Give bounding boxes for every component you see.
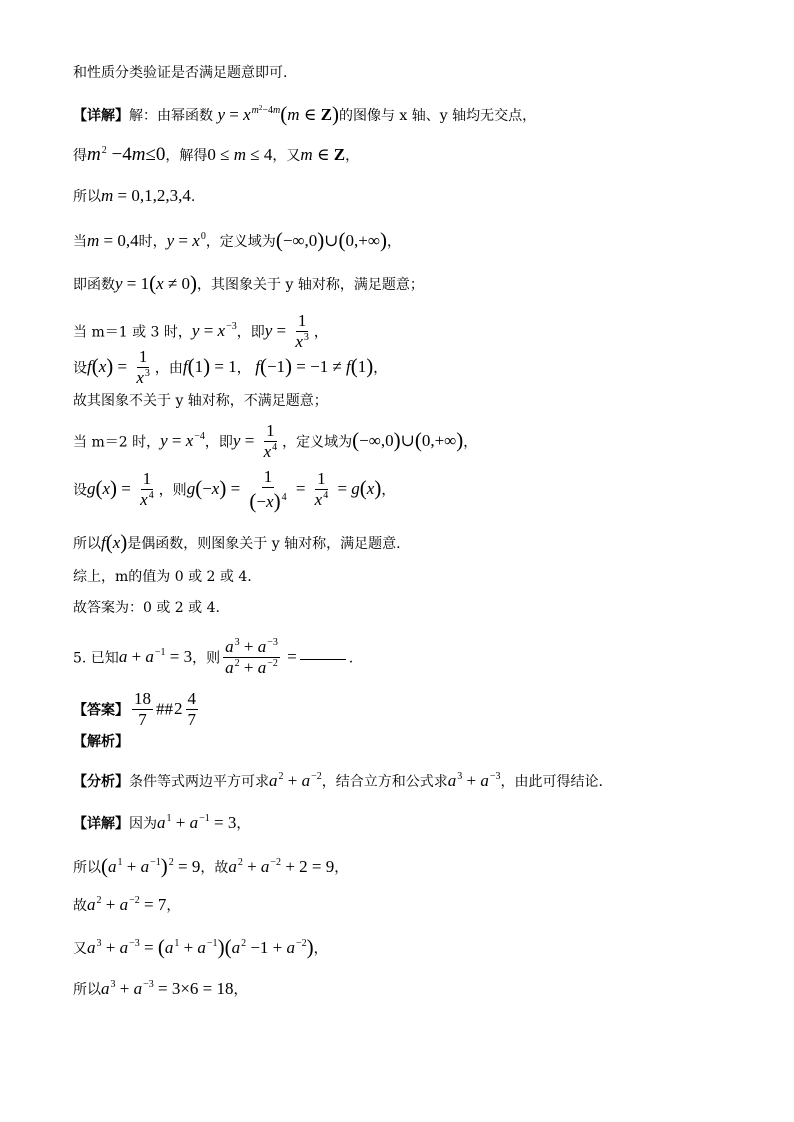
text-line-10: 当 m＝2 时，$y = x^{-4}$，即y = $\frac{1}{x^4}$ ，定义域为(−∞,0)∪(0,+∞)，: [73, 421, 478, 461]
formula-g-def: g(x) = $\frac{1}{x^4}$: [87, 469, 154, 509]
formula-m-0-4: m = 0,4: [87, 231, 139, 250]
section-tag-detail: 【详解】: [73, 108, 129, 124]
text-line-2: 【详解】解：由幂函数 $y = x^{m^2-4m}(m$ ∈ Z)的图像与 x 轴、y 轴均无交点，: [73, 102, 537, 126]
text-line-5: 当m = 0,4时，$y = x^0$，定义域为(−∞,0)∪(0,+∞)，: [73, 228, 401, 252]
formula-xj-given: $a^1 + a^{-1} = 3$: [157, 813, 237, 832]
formula-y-frac-x3: y = $\frac{1}{x^3}$: [264, 311, 309, 351]
text-line-xj: 【详解】因为$a^1 + a^{-1} = 3$，: [73, 813, 251, 832]
text-line-4: 所以m = 0,1,2,3,4.: [73, 186, 196, 205]
formula-a2-result: $a^2 + a^{-2} = 7$: [87, 895, 167, 914]
formula-f1: f(1) = 1: [182, 354, 237, 379]
text-line-8: 设f(x) = $\frac{1}{x^3}$ ，由f(1) = 1， f(−1) = −1 ≠ f(1)，: [73, 347, 388, 387]
question-5: 5. 已知$a + a^{-1} = 3$，则 $\frac{a^3 + a^{-3}}{a^2 + a^{-2}}$ = .: [73, 637, 354, 677]
text-line-1: 和性质分类验证是否满足题意即可.: [73, 65, 288, 81]
text-line-fenxi: 【分析】条件等式两边平方可求$a^2 + a^{-2}$，结合立方和公式求$a^3 + a^{-3}$，由此可得结论.: [73, 771, 603, 790]
text-line-14: 故答案为：0 或 2 或 4.: [73, 600, 220, 616]
section-tag-detail-2: 【详解】: [73, 816, 129, 832]
text-line-step2: 所以$(a^1 + a^{-1})^2 = 9$，故$a^2 + a^{-2} + 2 = 9$，: [73, 854, 349, 878]
text-line-7: 当 m＝1 或 3 时，$y = x^{-3}$，即y = $\frac{1}{x^3}$ ，: [73, 311, 328, 351]
formula-cube-result: $a^3 + a^{-3} = 3\times 6 = 18$: [101, 979, 234, 998]
text-line-13: 综上，m的值为 0 或 2 或 4.: [73, 569, 252, 585]
answer-blank: [300, 659, 346, 660]
formula-m-values: m = 0,1,2,3,4: [101, 186, 191, 205]
formula-q5-given: $a + a^{-1} = 3$: [118, 647, 193, 667]
formula-y-x-neg4: $y = x^{-4}$: [160, 431, 205, 451]
formula-y-1: y = 1(x ≠ 0): [115, 271, 198, 295]
formula-square-expanded: $a^2 + a^{-2} + 2 = 9$: [228, 857, 335, 876]
text-line-step5: 所以$a^3 + a^{-3} = 3\times 6 = 18$，: [73, 979, 248, 998]
text-line-12: 所以f(x)是偶函数，则图象关于 y 轴对称，满足题意.: [73, 530, 401, 554]
text-line-9: 故其图象不关于 y 轴对称，不满足题意；: [73, 393, 328, 409]
formula-f-def: f(x) = $\frac{1}{x^3}$: [87, 347, 150, 387]
formula-m-in-z: m ∈ Z: [300, 145, 346, 164]
formula-y-frac-x4: y = $\frac{1}{x^4}$: [232, 421, 278, 461]
formula-square: $(a^1 + a^{-1})^2 = 9$: [101, 854, 201, 878]
formula-a3-sum: $a^3 + a^{-3}$: [447, 771, 501, 790]
formula-g-neg-x: g(−x) = $\frac{1}{(-x)^4}$ = $\frac{1}{x^4}$ = g(x): [186, 467, 382, 513]
formula-answer-mixed: 2 $\frac{4}{7}$: [174, 689, 196, 729]
section-tag-fenxi: 【分析】: [73, 774, 129, 790]
section-tag-answer: 【答案】: [73, 702, 129, 719]
formula-domain-2: (−∞,0)∪(0,+∞): [352, 428, 464, 453]
text-line-11: 设g(x) = $\frac{1}{x^4}$ ，则g(−x) = $\frac{1}{(-x)^4}$ = $\frac{1}{x^4}$ = g(x)，: [73, 467, 396, 513]
text-line-step3: 故$a^2 + a^{-2} = 7$，: [73, 895, 181, 914]
formula-range: 0 ≤ m ≤ 4: [207, 145, 273, 164]
text-line-6: 即函数y = 1(x ≠ 0)，其图象关于 y 轴对称，满足题意；: [73, 271, 424, 295]
text-line-step4: 又$a^3 + a^{-3} = (a^1 + a^{-1})(a^2 -1 + a^{-2})$，: [73, 935, 328, 959]
formula-inequality: $m^2 -4m\le 0$: [87, 144, 166, 165]
answer-line: 【答案】 $\frac{18}{7}$ ##2 $\frac{4}{7}$: [73, 691, 201, 730]
formula-domain: (−∞,0)∪(0,+∞): [275, 228, 387, 252]
formula-y-x0: $y = x^0$: [166, 231, 206, 250]
formula-f-x: f(x): [101, 530, 128, 554]
text-line-3: 得$m^2 -4m\le 0$，解得0 ≤ m ≤ 4，又m ∈ Z，: [73, 144, 360, 165]
formula-cube-sum: $a^3 + a^{-3} = (a^1 + a^{-1})(a^2 -1 + a^{-2})$: [87, 935, 314, 959]
formula-q5-target: $\frac{a^3 + a^{-3}}{a^2 + a^{-2}}$ =: [225, 637, 297, 677]
analysis-heading: 【解析】: [73, 734, 129, 750]
formula-a2-sum: $a^2 + a^{-2}$: [269, 771, 322, 790]
formula-f-neg1: f(−1) = −1 ≠ f(1): [255, 354, 374, 379]
formula-answer: $\frac{18}{7}$: [134, 689, 151, 729]
formula-y-x-neg3: $y = x^{-3}$: [191, 321, 237, 341]
formula-power-function: $y = x^{m^2-4m}(m$ ∈ Z): [217, 102, 339, 126]
